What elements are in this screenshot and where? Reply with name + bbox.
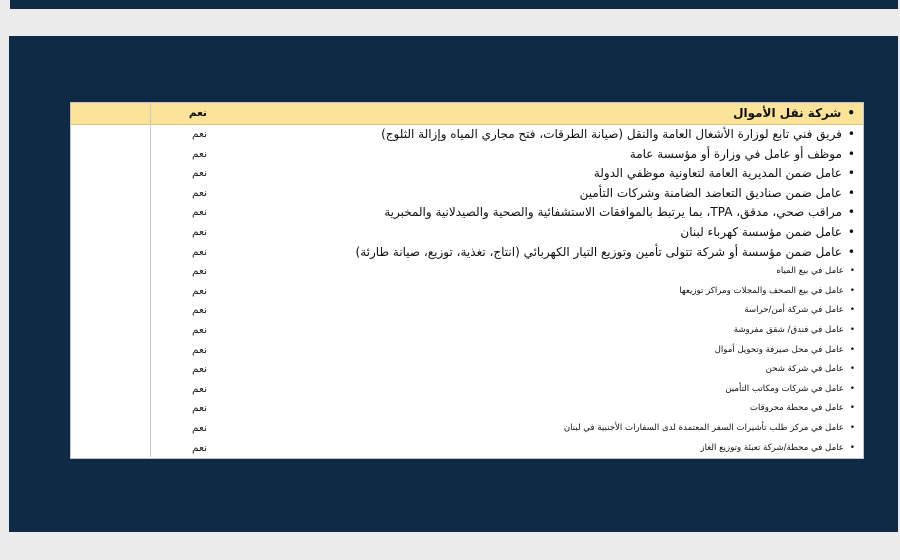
row-label-text: موظف أو عامل في وزارة أو مؤسسة عامة <box>629 146 842 161</box>
table-row <box>71 301 863 321</box>
bullet-icon: • <box>847 185 855 200</box>
table-row <box>71 321 863 341</box>
row-label <box>776 262 855 282</box>
row-label-text: عامل ضمن مؤسسة كهرباء لبنان <box>680 224 842 239</box>
row-label-text: عامل ضمن المديرية العامة لتعاونية موظفي الدولة <box>593 166 842 181</box>
top-banner-strip <box>10 0 898 9</box>
row-value: نعم <box>192 284 207 297</box>
bullet-icon: • <box>849 324 855 335</box>
row-label <box>594 164 855 184</box>
row-label-text: عامل في محل صيرفة وتحويل أموال <box>714 344 844 355</box>
table-row <box>71 243 863 263</box>
row-label <box>725 380 855 400</box>
row-label-text: عامل في فندق/ شقق مفروشة <box>733 324 844 335</box>
row-label-text: عامل ضمن مؤسسة أو شركة تتولى تأمين وتوزيع التيار الكهربائي (انتاج، تغذية، توزيع، صيانة طارئة) <box>355 244 842 259</box>
row-value: نعم <box>192 323 207 336</box>
table-row <box>71 360 863 380</box>
row-label-text: عامل في بيع المياه <box>776 266 844 277</box>
row-label <box>384 203 855 223</box>
row-label-text: عامل في محطة/شركة تعبئة وتوزيع الغاز <box>700 442 844 453</box>
bullet-icon: • <box>849 285 855 296</box>
row-label <box>680 223 855 243</box>
row-value: نعم <box>192 441 207 454</box>
bullet-icon: • <box>849 344 855 355</box>
row-label-text: عامل في مركز طلب تأشيرات السفر المعتمدة لدى السفارات الأجنبية في لبنان <box>563 422 844 433</box>
column-divider <box>150 102 151 457</box>
bullet-icon: • <box>849 266 855 277</box>
row-label-text: عامل ضمن صناديق التعاضد الضامنة وشركات التأمين <box>579 185 842 200</box>
header-label <box>733 103 855 124</box>
essential-workers-table <box>70 102 864 459</box>
table-row <box>71 223 863 243</box>
bullet-icon: • <box>847 127 855 141</box>
table-row <box>71 203 863 223</box>
row-label <box>734 321 855 341</box>
row-label <box>564 419 855 439</box>
bullet-icon: • <box>847 106 855 120</box>
row-value: نعم <box>192 147 207 160</box>
row-label-text: عامل في بيع الصحف والمجلات ومراكز توزيعها <box>679 285 844 296</box>
bullet-icon: • <box>849 422 855 433</box>
table-header-row <box>71 103 863 125</box>
table-row <box>71 125 863 145</box>
row-value: نعم <box>192 225 207 238</box>
table-row <box>71 419 863 439</box>
bullet-icon: • <box>849 403 855 414</box>
row-label <box>744 301 855 321</box>
bullet-icon: • <box>849 364 855 375</box>
row-value: نعم <box>192 206 207 219</box>
row-label <box>715 341 855 361</box>
row-value: نعم <box>192 265 207 278</box>
row-label-text: عامل في محطة محروقات <box>749 403 844 414</box>
table-row <box>71 399 863 419</box>
table-row <box>71 184 863 204</box>
row-label-text: مراقب صحي، مدقق، TPA، بما يرتبط بالموافقات الاستشفائية والصحية والصيدلانية والمخبرية <box>384 205 842 220</box>
row-label <box>766 360 855 380</box>
table-row <box>71 282 863 302</box>
bullet-icon: • <box>847 224 855 239</box>
bullet-icon: • <box>847 205 855 220</box>
bullet-icon: • <box>847 146 855 161</box>
table-row <box>71 145 863 165</box>
row-label <box>679 282 855 302</box>
header-label-text: شركة نقل الأموال <box>733 106 842 120</box>
row-label <box>750 399 855 419</box>
row-value: نعم <box>192 245 207 258</box>
row-value: نعم <box>192 382 207 395</box>
table-row <box>71 380 863 400</box>
row-label <box>381 125 855 145</box>
table-row <box>71 262 863 282</box>
row-value: نعم <box>192 363 207 376</box>
table-row <box>71 439 863 459</box>
row-label-text: عامل في شركة أمن/حراسة <box>744 305 844 316</box>
row-value: نعم <box>192 421 207 434</box>
row-value: نعم <box>192 304 207 317</box>
row-label <box>356 243 855 263</box>
header-value: نعم <box>188 107 207 119</box>
row-value: نعم <box>192 343 207 356</box>
table-row <box>71 164 863 184</box>
row-value: نعم <box>192 186 207 199</box>
row-label <box>700 439 855 459</box>
row-label-text: عامل في شركات ومكاتب التأمين <box>725 383 844 394</box>
bullet-icon: • <box>849 383 855 394</box>
table-row <box>71 341 863 361</box>
row-value: نعم <box>192 167 207 180</box>
bullet-icon: • <box>847 166 855 181</box>
bullet-icon: • <box>849 442 855 453</box>
row-label <box>580 184 855 204</box>
row-label-text: فريق فني تابع لوزارة الأشغال العامة والنقل (صيانة الطرقات، فتح مجاري المياه وإزالة الثلوج) <box>381 127 842 141</box>
row-label-text: عامل في شركة شحن <box>765 364 844 375</box>
row-label <box>630 145 855 165</box>
row-value: نعم <box>192 128 207 140</box>
bullet-icon: • <box>847 244 855 259</box>
row-value: نعم <box>192 402 207 415</box>
bullet-icon: • <box>849 305 855 316</box>
